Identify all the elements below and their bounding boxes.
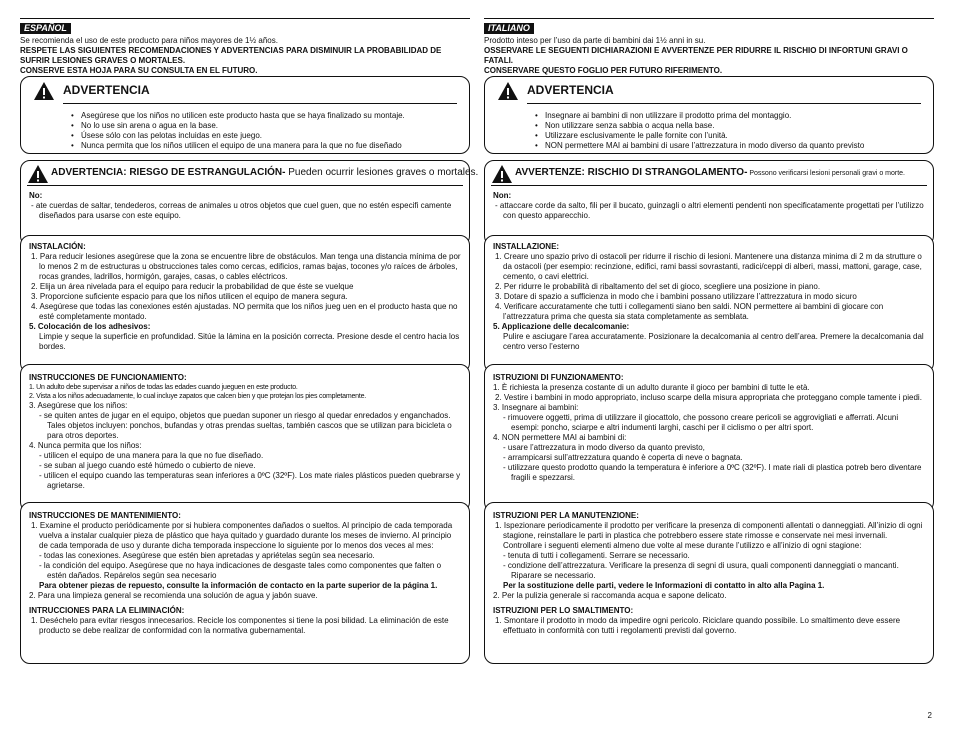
list-item: - se quiten antes de jugar en el equipo, objetos que puedan suponer un riesgo al quedar enredados y enganchados. Tales objetos incluyen: ponchos, bufandas y otras prendas sueltas, también cascos que se utilizan para bicicleta o para otros deportes.: [39, 411, 452, 440]
list-item: - utilicen el equipo cuando las temperaturas sean inferiores a 0ºC (32ºF). Los mate riales plásticos pueden quebrarse y agrietarse.: [39, 471, 461, 490]
list-item: 1. Smontare il prodotto in modo da impedire ogni pericolo. Riciclare quando possibile. Lo smaltimento deve essere effettuato in conformità con tutti i regolamenti previsti dal governo.: [495, 616, 901, 635]
list-item: 4. NON permettere MAI ai bambini di:: [493, 433, 627, 442]
list-item: • Insegnare ai bambini di non utilizzare il prodotto prima del montaggio.: [545, 111, 933, 121]
intro-warning: RESPETE LAS SIGUIENTES RECOMENDACIONES Y ADVERTENCIAS PARA DISMINUIR LA PROBABILIDAD DE SUFRIR LESIONES GRAVES O MORTALES.: [20, 46, 442, 65]
list-item: 3. Proporcione suficiente espacio para que los niños utilicen el equipo de manera segura.: [31, 292, 348, 301]
list-item: • NON permettere MAI ai bambini di usare l’attrezzatura in modo diverso da quanto previsto: [545, 141, 933, 151]
warning-box: [20, 76, 470, 154]
list-item: 4. Verificare accuratamente che tutti i collegamenti siano ben saldi. NON permettere ai bambini di giocare con l’attrezzatura prima che questa sia stata completamente as semblata.: [495, 302, 884, 321]
list-item: 1. Examine el producto periódicamente por si hubiera componentes dañados o sueltos. Al principio de cada temporada vuelva a instalar cualquier pieza de plástico que haya quitado y guardado durante los meses de invierno. Al principio de cada temporada de uso y durante dicha temporada inspeccione lo siguiente por lo menos dos veces al mes:: [31, 521, 453, 550]
strangulation-title: AVVERTENZE: RISCHIO DI STRANGOLAMENTO- Possono verificarsi lesioni personali gravi o morte.: [515, 167, 905, 178]
list-item: 1. Creare uno spazio privo di ostacoli per ridurre il rischio di lesioni. Mantenere una distanza minima di 2 m da strutture o da ostacoli (per esempio: recinzione, edifici, rami bassi sovrastanti, radici/ceppi di alberi, massi, mattoni, garage, case, cemento, o cavi elettrici.: [495, 252, 922, 281]
list-item: - se suban al juego cuando esté húmedo o cubierto de nieve.: [39, 461, 256, 470]
decal-title: 5. Applicazione delle decalcomanie:: [493, 322, 630, 331]
list-item: • Asegúrese que los niños no utilicen este producto hasta que se haya finalizado su montaje.: [81, 111, 469, 121]
list-item: • Utilizzare esclusivamente le palle fornite con l’unità.: [545, 131, 933, 141]
installation-title: INSTALACIÓN:: [29, 242, 86, 251]
list-item: 4. Nunca permita que los niños:: [29, 441, 142, 450]
section-rule: [484, 18, 934, 19]
list-item: 1. Deséchelo para evitar riesgos innecesarios. Recicle los componentes si tiene la posi bilidad. La eliminación de este producto se debe realizar de conformidad con la normativa gubernamental.: [31, 616, 449, 635]
list-item: • Non utilizzare senza sabbia o acqua nella base.: [545, 121, 933, 131]
installation-box: [484, 235, 934, 373]
decal-text: Pulire e asciugare l’area accuratamente. Posizionare la decalcomania al centro dell’area. Premere la decalcomania dal centro verso l’esterno: [503, 332, 924, 351]
installation-box: [20, 235, 470, 373]
warning-title: ADVERTENCIA: [527, 83, 614, 97]
list-item: 3. Asegúrese que los niños:: [29, 401, 128, 410]
list-item: • Nunca permita que los niños utilicen el equipo de una manera para la que no fue diseñado: [81, 141, 469, 151]
warning-triangle-icon: [497, 81, 519, 101]
strangulation-text: Non: - attaccare corde da salto, fili per il bucato, guinzagli o altri elementi pendenti non specificatamente progettati per l’utilizzo con questo apparecchio.: [493, 191, 924, 220]
list-item: 2. Para una limpieza general se recomienda una solución de agua y jabón suave.: [29, 591, 318, 600]
list-item: 3. Dotare di spazio a sufficienza in modo che i bambini possano utilizzare l’attrezzatura in modo sicuro: [495, 292, 857, 301]
list-item: 2. Vestire i bambini in modo appropriato, incluso scarpe della misura appropriata che proteggano comple tamente i piedi.: [495, 393, 922, 402]
list-item: - rimuovere oggetti, prima di utilizzare il giocattolo, che possono creare pericoli se aggrovigliati e afferrati. Alcuni esempi: poncho, sciarpe e altri indumenti larghi, caschi per il ciclismo o per altri sport.: [503, 413, 899, 432]
intro-warning: OSSERVARE LE SEGUENTI DICHIARAZIONI E AVVERTENZE PER RIDURRE IL RISCHIO DI INFORTUNI GRAVI O FATALI.: [484, 46, 908, 65]
decal-text: Limpie y seque la superficie en profundidad. Sitúe la lámina en la posición correcta. Presione desde el centro hacia los bordes.: [39, 332, 460, 351]
operation-title: INSTRUCCIONES DE FUNCIONAMIENTO:: [29, 373, 187, 382]
list-item: 2. Elija un área nivelada para el equipo para reducir la probabilidad de que éste se vuelque: [31, 282, 354, 291]
warning-triangle-icon: [491, 164, 513, 184]
language-label: ITALIANO: [484, 23, 534, 34]
list-item: - tenuta di tutti i collegamenti. Serrare se necessario.: [503, 551, 690, 560]
keep-sheet-note: CONSERVE ESTA HOJA PARA SU CONSULTA EN EL FUTURO.: [20, 66, 258, 75]
warning-title: ADVERTENCIA: [63, 83, 150, 97]
list-item: • Úsese sólo con las pelotas incluidas en este juego.: [81, 131, 469, 141]
strangulation-warning-box: [484, 160, 934, 246]
intro: [20, 36, 470, 76]
list-item: • No lo use sin arena o agua en la base.: [81, 121, 469, 131]
warning-list: [485, 111, 933, 151]
list-item: 2. Per la pulizia generale si raccomanda acqua e sapone delicato.: [493, 591, 727, 600]
list-item: 3. Insegnare ai bambini:: [493, 403, 579, 412]
strangulation-warning-box: [20, 160, 479, 246]
disposal-title: ISTRUZIONI PER LO SMALTIMENTO:: [493, 606, 634, 615]
maintenance-title: INSTRUCCIONES DE MANTENIMIENTO:: [29, 511, 181, 520]
list-item: 1. Ispezionare periodicamente il prodotto per verificare la presenza di componenti allentati o danneggiati. All’inizio di ogni stagione, reinstallare le parti in plastica che potrebbero essere state rimosse e conservate nei mesi invernali. Controllare i seguenti elementi almeno due volte al mese durante l’utilizzo e all’inizio di ogni stagione:: [495, 521, 923, 550]
list-item: 1. Para reducir lesiones asegúrese que la zona se encuentre libre de obstáculos. Man tenga una distancia mínima de por lo menos 2 m de estructuras u obstrucciones tales como cercas, edificios, ramas bajas, tocones y/o raíces de árboles, rocas grandes, ladrillos, hormigón, garajes, casas, o cables eléctricos.: [31, 252, 461, 281]
list-item: - todas las conexiones. Asegúrese que estén bien apretadas y apriételas según sea necesario.: [39, 551, 375, 560]
disposal-title: INTRUCCIONES PARA LA ELIMINACIÓN:: [29, 606, 185, 615]
maintenance-title: ISTRUZIONI PER LA MANUTENZIONE:: [493, 511, 639, 520]
strangulation-text: No: - ate cuerdas de saltar, tendederos, correas de animales u otros objetos que cuel guen, que no estén especifi camente diseñados para usarse con este equipo.: [29, 191, 452, 220]
operation-box: [484, 364, 934, 512]
list-item: - la condición del equipo. Asegúrese que no haya indicaciones de desgaste tales como componentes que falten o estén dañados. Repárelos según sea necesario: [39, 561, 442, 580]
list-item: 2. Per ridurre le probabilità di ribaltamento del set di gioco, scegliere una posizione in piano.: [495, 282, 821, 291]
warning-box: [484, 76, 934, 154]
list-item: 1. È richiesta la presenza costante di un adulto durante il gioco per bambini di tutte le età.: [493, 383, 810, 392]
age-note: Se recomienda el uso de este producto para niños mayores de 1½ años.: [20, 36, 278, 45]
list-item: - usare l’attrezzatura in modo diverso da quanto previsto,: [503, 443, 705, 452]
warning-triangle-icon: [33, 81, 55, 101]
operation-title: ISTRUZIONI DI FUNZIONAMENTO:: [493, 373, 624, 382]
italian-column: [484, 18, 934, 635]
language-label: ESPAÑOL: [20, 23, 71, 34]
list-item: 2. Vista a los niños adecuadamente, lo cual incluye zapatos que calcen bien y que protejan los pies completamente.: [29, 393, 367, 400]
strangulation-title: ADVERTENCIA: RIESGO DE ESTRANGULACIÓN- Pueden ocurrir lesiones graves o mortales.: [51, 167, 479, 178]
list-item: - utilizzare questo prodotto quando la temperatura è inferiore a 0ºC (32ºF). I mate riali di plastica potreb bero diventare fragili e spezzarsi.: [503, 463, 922, 482]
decal-title: 5. Colocación de los adhesivos:: [29, 322, 151, 331]
keep-sheet-note: CONSERVARE QUESTO FOGLIO PER FUTURO RIFERIMENTO.: [484, 66, 723, 75]
list-item: 4. Asegúrese que todas las conexiones estén ajustadas. NO permita que los niños jueg uen en el producto hasta que no esté completamente montado.: [31, 302, 458, 321]
age-note: Prodotto inteso per l’uso da parte di bambini dai 1½ anni in su.: [484, 36, 706, 45]
maintenance-box: [20, 502, 470, 664]
maintenance-box: [484, 502, 934, 664]
list-item: 1. Un adulto debe supervisar a niños de todas las edades cuando jueguen en este producto.: [29, 384, 298, 391]
spanish-column: [20, 18, 479, 635]
spare-parts-note: Per la sostituzione delle parti, vedere le Informazioni di contatto in alto alla Pagina 1.: [503, 581, 825, 590]
installation-title: INSTALLAZIONE:: [493, 242, 560, 251]
list-item: - condizione dell’attrezzatura. Verificare la presenza di segni di usura, quali componenti danneggiati o mancanti. Riparare se necessario.: [503, 561, 899, 580]
spare-parts-note: Para obtener piezas de repuesto, consulte la información de contacto en la parte superior de la página 1.: [39, 581, 438, 590]
section-rule: [20, 18, 470, 19]
page-number: 2: [927, 711, 932, 720]
list-item: - utilicen el equipo de una manera para la que no fue diseñado.: [39, 451, 264, 460]
list-item: - arrampicarsi sull’attrezzatura quando è coperta di neve o bagnata.: [503, 453, 743, 462]
warning-triangle-icon: [27, 164, 49, 184]
warning-list: [21, 111, 469, 151]
operation-box: [20, 364, 470, 512]
intro: [484, 36, 934, 76]
